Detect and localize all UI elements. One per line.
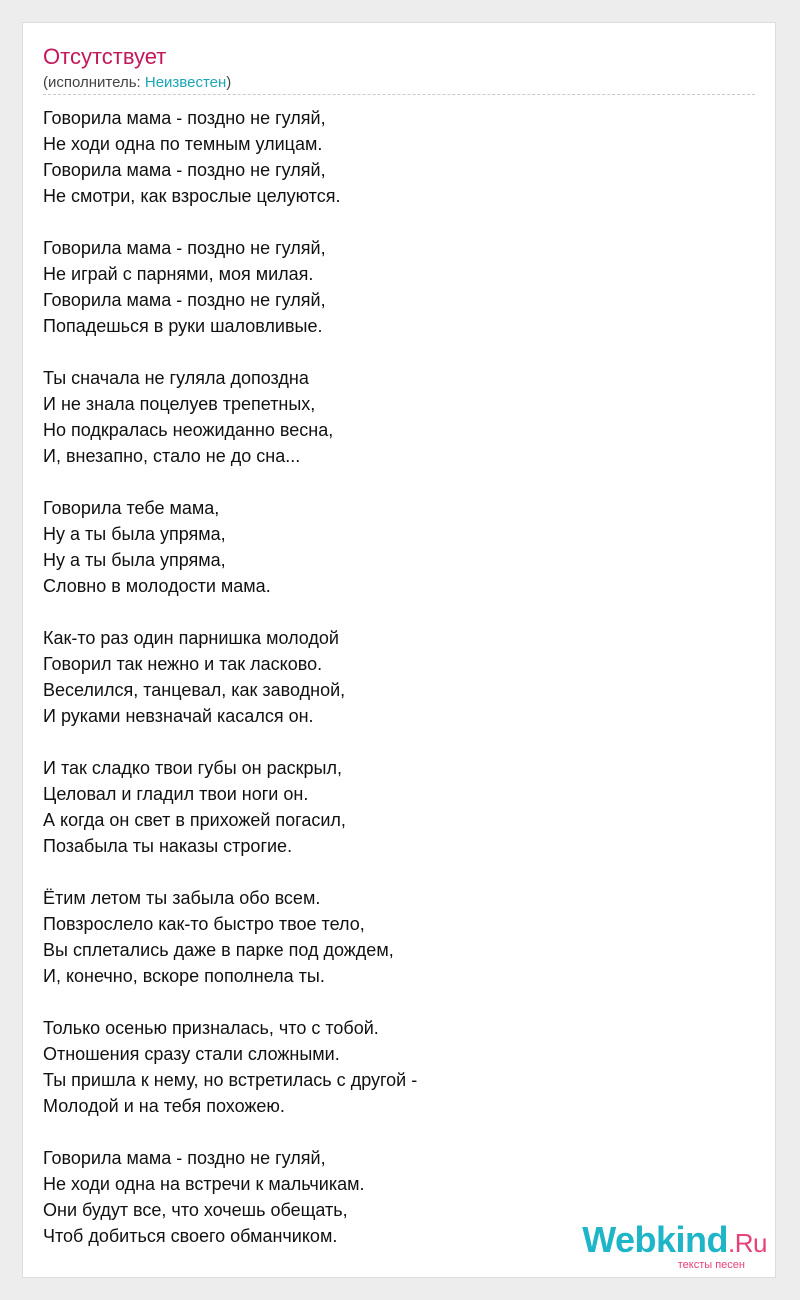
- lyric-line: Молодой и на тебя похожею.: [43, 1096, 285, 1116]
- lyric-line: Не играй с парнями, моя милая.: [43, 264, 314, 284]
- lyric-line: Не ходи одна на встречи к мальчикам.: [43, 1174, 365, 1194]
- artist-link[interactable]: Неизвестен: [144, 74, 227, 91]
- logo-tagline: тексты песен: [677, 1259, 745, 1271]
- lyric-line: Отношения сразу стали сложными.: [43, 1044, 340, 1064]
- lyric-line: Чтоб добиться своего обманчиком.: [43, 1226, 338, 1246]
- lyric-line: И, конечно, вскоре пополнела ты.: [43, 966, 325, 986]
- site-logo[interactable]: [582, 1219, 767, 1271]
- lyric-line: И так сладко твои губы он раскрыл,: [43, 758, 342, 778]
- lyric-line: Говорила мама - поздно не гуляй,: [43, 108, 326, 128]
- lyric-line: Говорил так нежно и так ласково.: [43, 654, 323, 674]
- lyric-line: Позабыла ты наказы строгие.: [43, 836, 293, 856]
- lyric-line: Ты сначала не гуляла допоздна: [43, 368, 309, 388]
- lyric-line: Не ходи одна по темным улицам.: [43, 134, 323, 154]
- logo-tld: .Ru: [728, 1228, 767, 1258]
- lyric-line: И руками невзначай касался он.: [43, 706, 314, 726]
- dashed-divider: [43, 94, 755, 95]
- artist-suffix: ): [226, 74, 232, 91]
- stanza-break: [43, 469, 743, 495]
- stanza-break: [43, 989, 743, 1015]
- lyric-line: Говорила тебе мама,: [43, 498, 220, 518]
- stanza-break: [43, 729, 743, 755]
- lyric-line: Говорила мама - поздно не гуляй,: [43, 160, 326, 180]
- lyric-line: Ты пришла к нему, но встретилась с другой -: [43, 1070, 418, 1090]
- lyric-line: Веселился, танцевал, как заводной,: [43, 680, 346, 700]
- lyric-line: Ётим летом ты забыла обо всем.: [43, 888, 321, 908]
- lyric-line: И не знала поцелуев трепетных,: [43, 394, 316, 414]
- lyric-line: Только осенью призналась, что с тобой.: [43, 1018, 379, 1038]
- lyric-line: Они будут все, что хочешь обещать,: [43, 1200, 348, 1220]
- lyric-line: Ну а ты была упряма,: [43, 550, 226, 570]
- stanza-break: [43, 599, 743, 625]
- lyric-line: Говорила мама - поздно не гуляй,: [43, 238, 326, 258]
- stanza-break: [43, 859, 743, 885]
- lyric-line: Как-то раз один парнишка молодой: [43, 628, 339, 648]
- logo-main: Webkind: [582, 1219, 729, 1260]
- lyric-line: Говорила мама - поздно не гуляй,: [43, 290, 326, 310]
- lyric-line: А когда он свет в прихожей погасил,: [43, 810, 346, 830]
- lyric-line: Словно в молодости мама.: [43, 576, 271, 596]
- stanza-break: [43, 209, 743, 235]
- lyric-line: Но подкралась неожиданно весна,: [43, 420, 334, 440]
- stanza-break: [43, 1119, 743, 1145]
- lyric-line: Ну а ты была упряма,: [43, 524, 226, 544]
- lyrics-text: [43, 105, 743, 1249]
- lyric-line: Вы сплетались даже в парке под дождем,: [43, 940, 394, 960]
- lyrics-card: [22, 22, 776, 1278]
- lyric-line: Говорила мама - поздно не гуляй,: [43, 1148, 326, 1168]
- artist-prefix: (исполнитель:: [43, 74, 145, 91]
- stanza-break: [43, 339, 743, 365]
- lyric-line: Целовал и гладил твои ноги он.: [43, 784, 309, 804]
- lyric-line: Не смотри, как взрослые целуются.: [43, 186, 341, 206]
- logo-wordmark: [582, 1219, 767, 1261]
- lyric-line: И, внезапно, стало не до сна...: [43, 446, 301, 466]
- lyric-line: Повзрослело как-то быстро твое тело,: [43, 914, 365, 934]
- lyric-line: Попадешься в руки шаловливые.: [43, 316, 323, 336]
- song-title: Отсутствует: [43, 44, 167, 69]
- artist-line: [43, 73, 231, 93]
